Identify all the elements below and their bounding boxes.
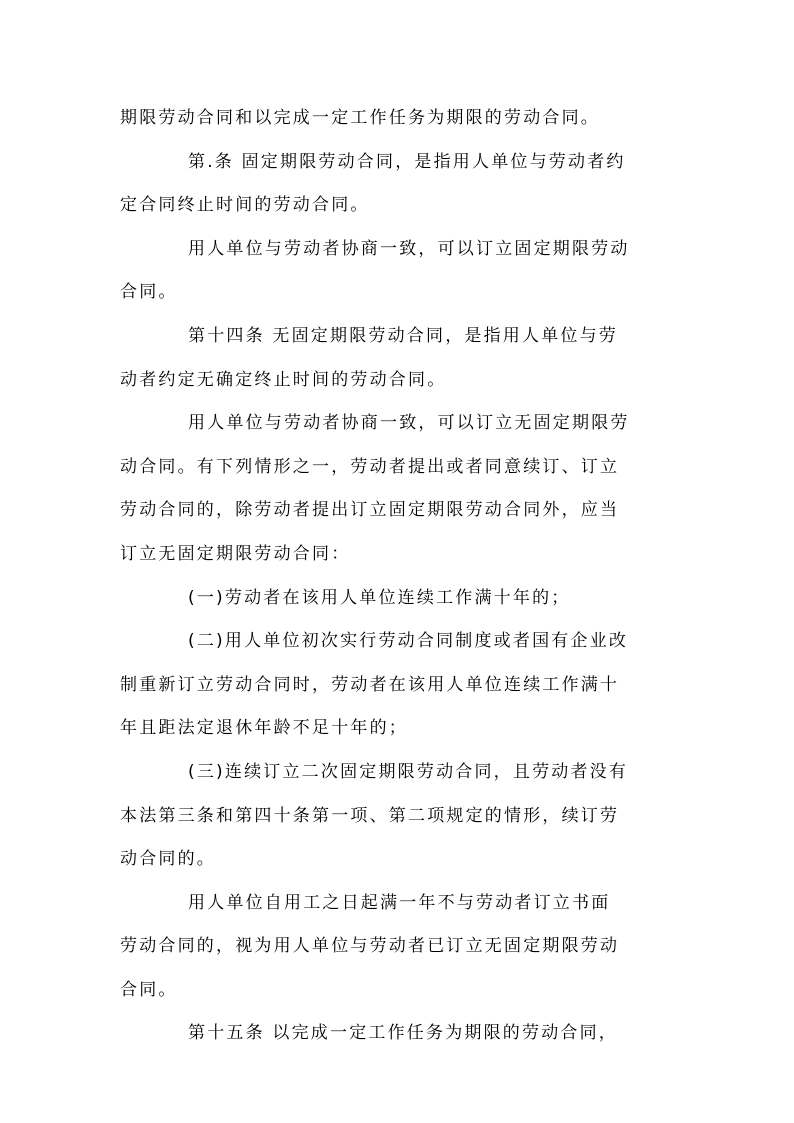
text-line: 劳动合同的，除劳动者提出订立固定期限劳动合同外，应当 — [120, 500, 620, 521]
text-line: 劳动合同的，视为用人单位与劳动者已订立无固定期限劳动 — [120, 936, 620, 957]
text-line: 第十五条 以完成一定工作任务为期限的劳动合同， — [188, 1023, 619, 1044]
text-line: 用人单位与劳动者协商一致，可以订立固定期限劳动 — [188, 238, 630, 259]
text-line: (二)用人单位初次实行劳动合同制度或者国有企业改 — [188, 631, 629, 652]
text-line: 制重新订立劳动合同时，劳动者在该用人单位连续工作满十 — [120, 674, 620, 695]
text-line: 第十四条 无固定期限劳动合同，是指用人单位与劳 — [188, 325, 619, 346]
text-line: 用人单位与劳动者协商一致，可以订立无固定期限劳 — [188, 413, 630, 434]
text-line: 本法第三条和第四十条第一项、第二项规定的情形，续订劳 — [120, 805, 620, 826]
text-line: (三)连续订立二次固定期限劳动合同，且劳动者没有 — [188, 761, 629, 782]
text-line: 动者约定无确定终止时间的劳动合同。 — [120, 369, 447, 390]
text-line: 订立无固定期限劳动合同： — [120, 543, 351, 564]
text-line: 第.条 固定期限劳动合同，是指用人单位与劳动者约 — [188, 151, 626, 172]
text-line: 合同。 — [120, 979, 178, 1000]
document-body — [120, 97, 676, 1056]
text-line: 用人单位自用工之日起满一年不与劳动者订立书面 — [188, 892, 611, 913]
text-line: 合同。 — [120, 282, 178, 303]
text-line: 期限劳动合同和以完成一定工作任务为期限的劳动合同。 — [120, 108, 600, 128]
text-line: 年且距法定退休年龄不足十年的； — [120, 718, 408, 739]
text-line: 动合同的。 — [120, 849, 216, 870]
text-line: (一)劳动者在该用人单位连续工作满十年的； — [188, 587, 571, 608]
text-line: 动合同。有下列情形之一，劳动者提出或者同意续订、订立 — [120, 456, 620, 477]
text-line: 定合同终止时间的劳动合同。 — [120, 195, 370, 216]
